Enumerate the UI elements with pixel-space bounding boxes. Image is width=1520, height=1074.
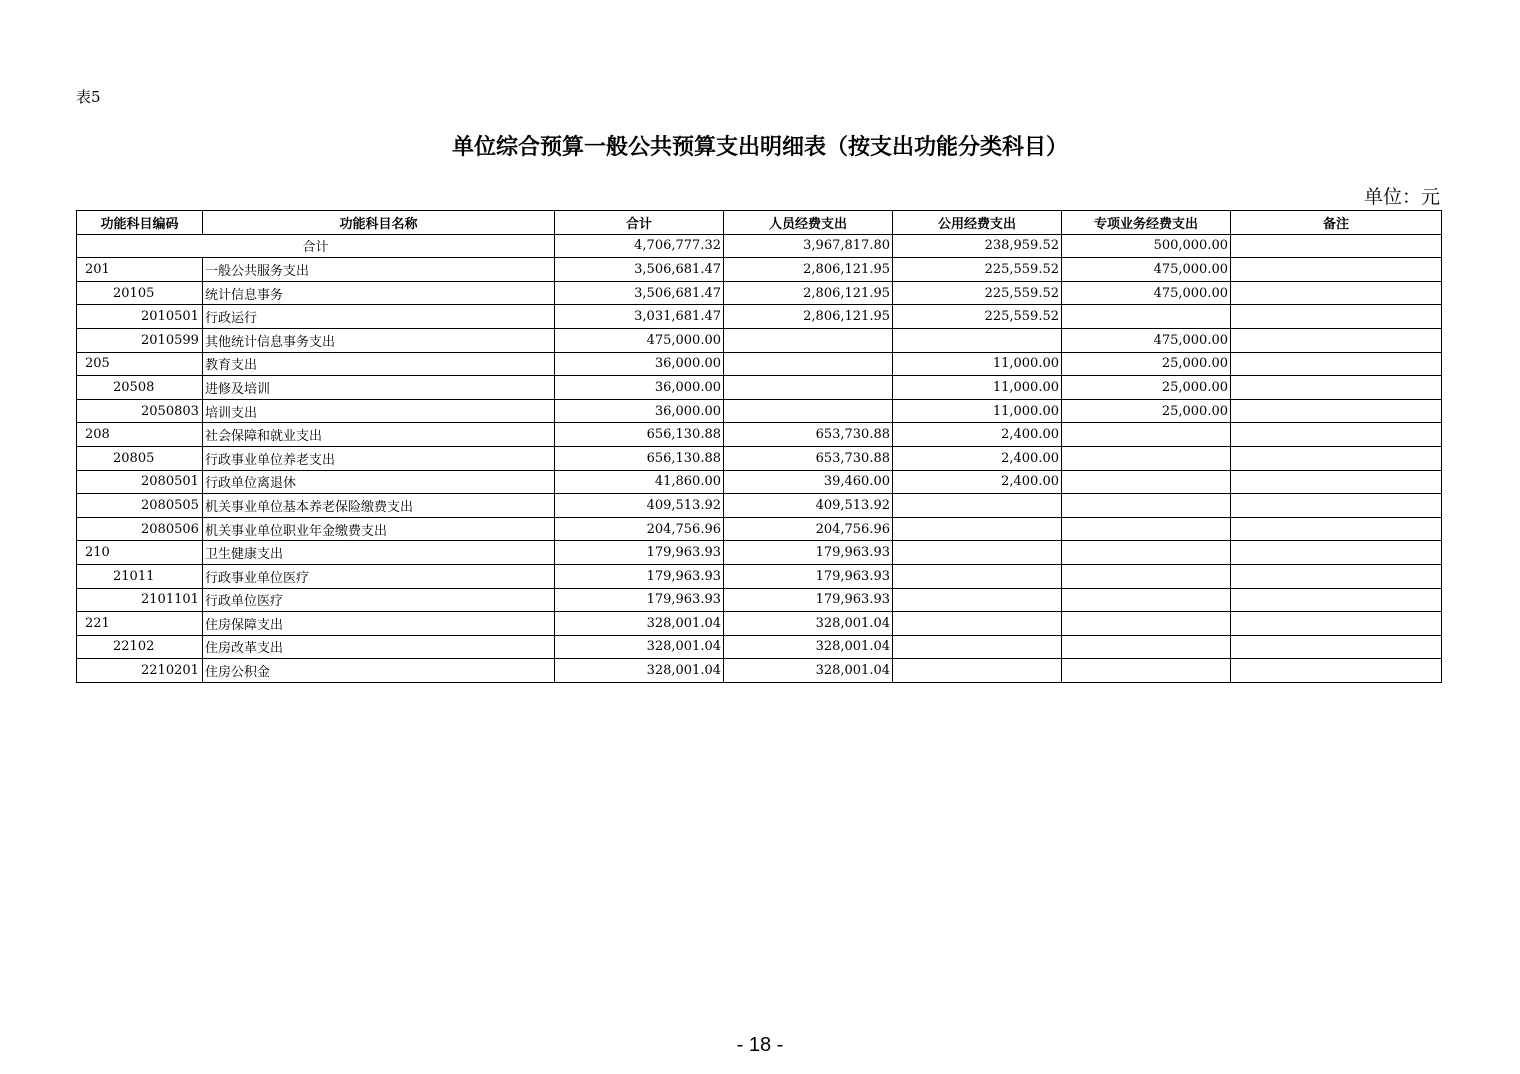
row-name: 统计信息事务 [203,281,555,305]
table-row [77,352,1442,376]
row-total: 36,000.00 [555,376,724,400]
table-row [77,470,1442,494]
total-remark [1231,234,1442,258]
row-code: 2101101 [77,588,203,612]
row-remark [1231,494,1442,518]
row-public: 2,400.00 [893,423,1062,447]
row-name: 教育支出 [203,352,555,376]
row-special [1062,470,1231,494]
row-personnel: 179,963.93 [724,564,893,588]
row-personnel: 2,806,121.95 [724,258,893,282]
table-row [77,446,1442,470]
row-total: 328,001.04 [555,659,724,683]
row-public [893,494,1062,518]
row-public: 225,559.52 [893,281,1062,305]
row-public: 2,400.00 [893,470,1062,494]
row-total: 179,963.93 [555,588,724,612]
row-name: 进修及培训 [203,376,555,400]
document-title: 单位综合预算一般公共预算支出明细表（按支出功能分类科目） [451,135,1068,160]
row-remark [1231,541,1442,565]
row-public [893,588,1062,612]
row-total: 179,963.93 [555,541,724,565]
row-code: 2050803 [77,399,203,423]
row-special [1062,305,1231,329]
row-personnel [724,352,893,376]
row-special [1062,423,1231,447]
row-code: 2210201 [77,659,203,683]
row-remark [1231,258,1442,282]
table-row [77,564,1442,588]
row-personnel: 328,001.04 [724,635,893,659]
row-special [1062,659,1231,683]
row-special [1062,635,1231,659]
row-remark [1231,281,1442,305]
row-special [1062,541,1231,565]
row-total: 409,513.92 [555,494,724,518]
column-header-personnel: 人员经费支出 [724,211,893,235]
row-code: 2080506 [77,517,203,541]
table-number-label: 表5 [76,88,101,106]
row-total: 328,001.04 [555,612,724,636]
total-label: 合计 [77,234,555,258]
row-public: 225,559.52 [893,305,1062,329]
row-remark [1231,376,1442,400]
column-header-code: 功能科目编码 [77,211,203,235]
total-amount: 4,706,777.32 [555,234,724,258]
row-remark [1231,423,1442,447]
total-personnel: 3,967,817.80 [724,234,893,258]
table-body [77,234,1442,682]
row-special [1062,494,1231,518]
row-name: 住房公积金 [203,659,555,683]
row-public: 11,000.00 [893,399,1062,423]
table-row [77,517,1442,541]
row-public [893,517,1062,541]
table-header [77,211,1442,235]
row-remark [1231,659,1442,683]
column-header-total: 合计 [555,211,724,235]
row-total: 179,963.93 [555,564,724,588]
table-row [77,541,1442,565]
row-code: 2080505 [77,494,203,518]
row-public [893,635,1062,659]
row-total: 3,506,681.47 [555,281,724,305]
column-header-public: 公用经费支出 [893,211,1062,235]
row-personnel [724,376,893,400]
row-name: 住房改革支出 [203,635,555,659]
table-row [77,258,1442,282]
row-name: 培训支出 [203,399,555,423]
row-personnel: 2,806,121.95 [724,305,893,329]
row-public: 225,559.52 [893,258,1062,282]
row-name: 机关事业单位基本养老保险缴费支出 [203,494,555,518]
row-name: 行政单位医疗 [203,588,555,612]
table-row [77,305,1442,329]
row-personnel: 39,460.00 [724,470,893,494]
row-public: 2,400.00 [893,446,1062,470]
row-name: 其他统计信息事务支出 [203,328,555,352]
row-special: 25,000.00 [1062,376,1231,400]
row-total: 204,756.96 [555,517,724,541]
row-personnel: 179,963.93 [724,541,893,565]
row-remark [1231,517,1442,541]
row-code: 20105 [77,281,203,305]
row-special: 475,000.00 [1062,328,1231,352]
row-public [893,612,1062,636]
row-code: 2010501 [77,305,203,329]
row-public: 11,000.00 [893,376,1062,400]
total-row [77,234,1442,258]
row-total: 41,860.00 [555,470,724,494]
row-special [1062,588,1231,612]
row-personnel: 204,756.96 [724,517,893,541]
table-row [77,281,1442,305]
row-total: 475,000.00 [555,328,724,352]
unit-label: 单位：元 [1363,186,1440,208]
total-public: 238,959.52 [893,234,1062,258]
row-code: 22102 [77,635,203,659]
row-remark [1231,399,1442,423]
row-total: 3,506,681.47 [555,258,724,282]
row-remark [1231,470,1442,494]
row-personnel [724,399,893,423]
row-special [1062,564,1231,588]
budget-expenditure-table [76,210,1442,683]
table-row [77,588,1442,612]
row-personnel: 653,730.88 [724,423,893,447]
column-header-special: 专项业务经费支出 [1062,211,1231,235]
row-code: 201 [77,258,203,282]
row-code: 205 [77,352,203,376]
row-remark [1231,328,1442,352]
row-remark [1231,446,1442,470]
row-special: 25,000.00 [1062,352,1231,376]
table-row [77,376,1442,400]
row-name: 机关事业单位职业年金缴费支出 [203,517,555,541]
row-name: 行政运行 [203,305,555,329]
row-code: 221 [77,612,203,636]
row-personnel: 409,513.92 [724,494,893,518]
row-code: 210 [77,541,203,565]
table-row [77,494,1442,518]
row-public: 11,000.00 [893,352,1062,376]
row-code: 2080501 [77,470,203,494]
row-total: 656,130.88 [555,423,724,447]
row-remark [1231,564,1442,588]
row-total: 36,000.00 [555,352,724,376]
row-special: 475,000.00 [1062,281,1231,305]
row-public [893,328,1062,352]
row-remark [1231,305,1442,329]
row-code: 208 [77,423,203,447]
row-personnel [724,328,893,352]
row-personnel: 179,963.93 [724,588,893,612]
row-code: 20508 [77,376,203,400]
row-remark [1231,612,1442,636]
row-remark [1231,352,1442,376]
row-name: 社会保障和就业支出 [203,423,555,447]
table-row [77,399,1442,423]
page-number: - 18 - [736,1034,784,1056]
header-row [77,211,1442,235]
row-special [1062,612,1231,636]
table-row [77,423,1442,447]
row-total: 328,001.04 [555,635,724,659]
row-public [893,564,1062,588]
row-total: 36,000.00 [555,399,724,423]
row-remark [1231,635,1442,659]
row-code: 2010599 [77,328,203,352]
table-row [77,612,1442,636]
row-total: 3,031,681.47 [555,305,724,329]
row-personnel: 328,001.04 [724,612,893,636]
row-name: 行政事业单位养老支出 [203,446,555,470]
row-special [1062,446,1231,470]
table-row [77,635,1442,659]
row-public [893,659,1062,683]
row-code: 20805 [77,446,203,470]
row-personnel: 328,001.04 [724,659,893,683]
row-code: 21011 [77,564,203,588]
row-name: 住房保障支出 [203,612,555,636]
row-total: 656,130.88 [555,446,724,470]
column-header-remark: 备注 [1231,211,1442,235]
row-name: 一般公共服务支出 [203,258,555,282]
row-name: 行政事业单位医疗 [203,564,555,588]
row-personnel: 2,806,121.95 [724,281,893,305]
row-special: 25,000.00 [1062,399,1231,423]
row-public [893,541,1062,565]
row-special [1062,517,1231,541]
row-personnel: 653,730.88 [724,446,893,470]
total-special: 500,000.00 [1062,234,1231,258]
row-remark [1231,588,1442,612]
column-header-name: 功能科目名称 [203,211,555,235]
row-special: 475,000.00 [1062,258,1231,282]
table-row [77,659,1442,683]
row-name: 行政单位离退休 [203,470,555,494]
row-name: 卫生健康支出 [203,541,555,565]
table-row [77,328,1442,352]
